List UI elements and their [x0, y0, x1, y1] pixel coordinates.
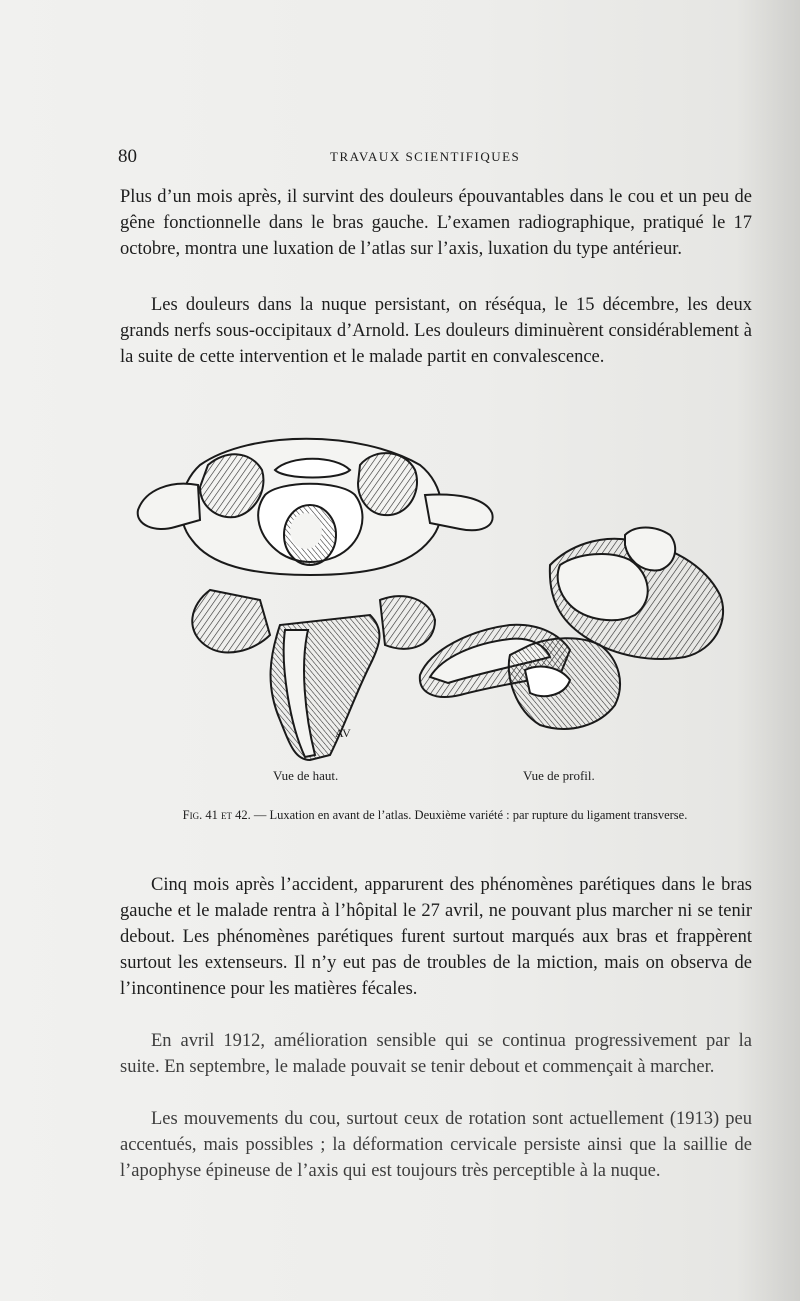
atlas-profile-view-drawing	[420, 528, 723, 729]
figure-atlas-axis	[130, 425, 750, 765]
paragraph-5: Les mouvements du cou, surtout ceux de rotation sont actuellement (1913) peu accentués, mais possibles ; la déformation cervicale persiste ainsi que la saillie de l’apophyse épineuse de l’axis qui est toujours très perceptible à la nuque.	[120, 1109, 752, 1181]
page-header	[118, 146, 748, 168]
atlas-top-view-drawing	[138, 439, 493, 760]
paragraph-3: Cinq mois après l’accident, apparurent des phénomènes parétiques dans le bras gauche et le malade rentra à l’hôpital le 27 avril, ne pouvant plus marcher ni se tenir debout. Les phénomènes parétiques furent surtout marqués aux bras et frappèrent surtout les extenseurs. Il n’y eut pas de troubles de la miction, mais on observa de l’incontinence pour les matières fécales.	[120, 875, 752, 999]
paragraph-2: Les douleurs dans la nuque persistant, on réséqua, le 15 décembre, les deux grands nerfs sous-occipitaux d’Arnold. Les douleurs diminuèrent considérablement à la suite de cette intervention et le malade partit en convalescence.	[120, 295, 752, 367]
artist-signature: AV	[335, 726, 351, 740]
figure-label-right: Vue de profil.	[523, 768, 595, 783]
paragraph-4: En avril 1912, amélioration sensible qui se continua progressivement par la suite. En septembre, le malade pouvait se tenir debout et commençait à marcher.	[120, 1031, 752, 1077]
paragraph-1: Plus d’un mois après, il survint des douleurs épouvantables dans le cou et un peu de gêne fonctionnelle dans le bras gauche. L’examen radiographique, pratiqué le 17 octobre, montra une luxation de l’atlas sur l’axis, luxation du type antérieur.	[120, 187, 752, 259]
running-title: TRAVAUX SCIENTIFIQUES	[330, 149, 521, 164]
figure-caption-label: Fig. 41 et 42.	[182, 808, 251, 822]
figure-caption	[180, 806, 690, 824]
page-number: 80	[118, 146, 137, 167]
atlas-axis-illustration	[130, 425, 750, 765]
figure-caption-text: — Luxation en avant de l’atlas. Deuxième variété : par rupture du ligament transverse.	[253, 808, 688, 822]
figure-label-left: Vue de haut.	[273, 768, 339, 783]
